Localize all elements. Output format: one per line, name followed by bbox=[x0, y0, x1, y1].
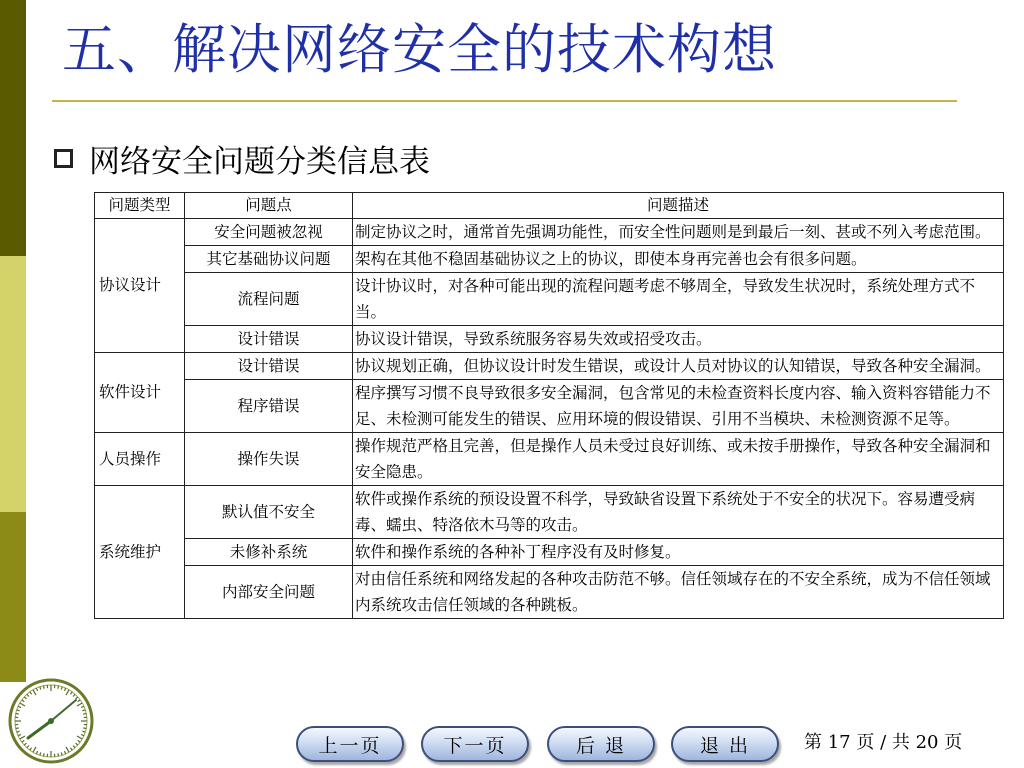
issue-description-cell: 架构在其他不稳固基础协议之上的协议，即使本身再完善也会有很多问题。 bbox=[353, 246, 1004, 273]
table-row bbox=[95, 273, 1004, 326]
prev-page-label: 上一页 bbox=[318, 734, 382, 757]
page-indicator: 第 17 页 / 共 20 页 bbox=[804, 732, 963, 753]
issue-description-cell: 程序撰写习惯不良导致很多安全漏洞，包含常见的未检查资料长度内容、输入资料容错能力不足、未检测可能发生的错误、应用环境的假设错误、引用不当模块、未检测资源不足等。 bbox=[353, 380, 1004, 433]
table-row bbox=[95, 219, 1004, 246]
table-row bbox=[95, 486, 1004, 539]
bullet-text: 网络安全问题分类信息表 bbox=[89, 143, 430, 180]
issue-description-cell: 对由信任系统和网络发起的各种攻击防范不够。信任领域存在的不安全系统，成为不信任领域内系统攻击信任领域的各种跳板。 bbox=[353, 566, 1004, 619]
left-bar-light bbox=[0, 256, 26, 512]
table-row bbox=[95, 353, 1004, 380]
table-body bbox=[95, 219, 1004, 619]
title-divider bbox=[52, 100, 957, 102]
security-issue-table bbox=[94, 192, 1004, 619]
issue-description-cell: 软件和操作系统的各种补丁程序没有及时修复。 bbox=[353, 539, 1004, 566]
issue-description-cell: 协议设计错误，导致系统服务容易失效或招受攻击。 bbox=[353, 326, 1004, 353]
issue-type-cell: 系统维护 bbox=[95, 486, 185, 619]
issue-type-cell: 人员操作 bbox=[95, 433, 185, 486]
issue-point-cell: 操作失误 bbox=[185, 433, 353, 486]
issue-point-cell: 程序错误 bbox=[185, 380, 353, 433]
issue-point-cell: 安全问题被忽视 bbox=[185, 219, 353, 246]
bullet-item bbox=[52, 136, 430, 180]
exit-label: 退 出 bbox=[699, 734, 751, 757]
back-label: 后 退 bbox=[575, 734, 627, 757]
issue-description-cell: 设计协议时，对各种可能出现的流程问题考虑不够周全，导致发生状况时，系统处理方式不当。 bbox=[353, 273, 1004, 326]
issue-description-cell: 软件或操作系统的预设设置不科学，导致缺省设置下系统处于不安全的状况下。容易遭受病毒、蠕虫、特洛依木马等的攻击。 bbox=[353, 486, 1004, 539]
table-row bbox=[95, 246, 1004, 273]
table-row bbox=[95, 566, 1004, 619]
issue-point-cell: 其它基础协议问题 bbox=[185, 246, 353, 273]
table-row bbox=[95, 539, 1004, 566]
issue-point-cell: 内部安全问题 bbox=[185, 566, 353, 619]
slide-title: 五、解决网络安全的技术构想 bbox=[62, 18, 777, 81]
prev-page-button[interactable] bbox=[296, 726, 404, 762]
next-page-button[interactable] bbox=[421, 726, 529, 762]
table-row bbox=[95, 326, 1004, 353]
header-description: 问题描述 bbox=[353, 193, 1004, 219]
issue-description-cell: 操作规范严格且完善，但是操作人员未受过良好训练、或未按手册操作，导致各种安全漏洞和安全隐患。 bbox=[353, 433, 1004, 486]
square-bullet-icon bbox=[54, 149, 73, 168]
issue-type-cell: 软件设计 bbox=[95, 353, 185, 433]
left-bar-mid bbox=[0, 512, 26, 682]
clock-icon bbox=[6, 676, 96, 766]
issue-description-cell: 制定协议之时，通常首先强调功能性，而安全性问题则是到最后一刻、甚或不列入考虑范围。 bbox=[353, 219, 1004, 246]
issue-point-cell: 流程问题 bbox=[185, 273, 353, 326]
back-button[interactable] bbox=[547, 726, 655, 762]
issue-point-cell: 未修补系统 bbox=[185, 539, 353, 566]
table-row bbox=[95, 380, 1004, 433]
issue-description-cell: 协议规划正确，但协议设计时发生错误，或设计人员对协议的认知错误，导致各种安全漏洞。 bbox=[353, 353, 1004, 380]
table-row bbox=[95, 433, 1004, 486]
issue-point-cell: 默认值不安全 bbox=[185, 486, 353, 539]
issue-type-cell: 协议设计 bbox=[95, 219, 185, 353]
left-bar-dark bbox=[0, 0, 26, 256]
exit-button[interactable] bbox=[671, 726, 779, 762]
table-header-row bbox=[95, 193, 1004, 219]
issue-point-cell: 设计错误 bbox=[185, 353, 353, 380]
issue-point-cell: 设计错误 bbox=[185, 326, 353, 353]
header-point: 问题点 bbox=[185, 193, 353, 219]
next-page-label: 下一页 bbox=[443, 734, 507, 757]
header-type: 问题类型 bbox=[95, 193, 185, 219]
